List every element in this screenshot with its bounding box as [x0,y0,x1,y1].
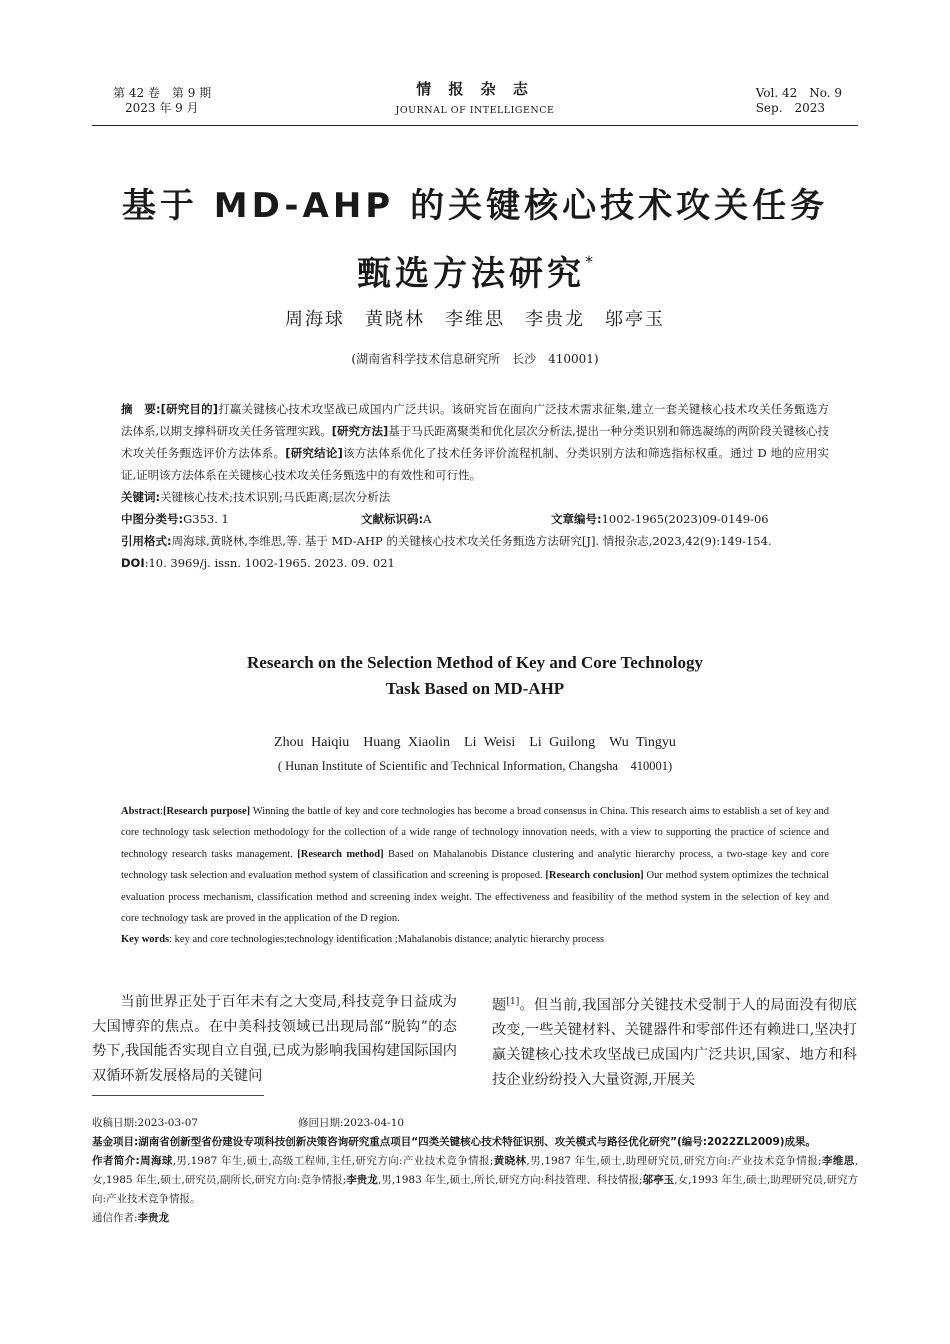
method-label-cn: [研究方法] [331,424,389,438]
conclusion-label-cn: [研究结论] [285,446,343,460]
doc-code-value: A [423,512,432,526]
bio-name: 李贵龙 [346,1174,378,1186]
corresponding-name: 李贵龙 [137,1212,170,1224]
volume-issue-en: Vol. 42 No. 9 [755,86,842,100]
method-text-cn: 基于马氏距离聚类和优化层次分析法,提出一种分类识别和筛选凝练的两阶段关键核心技术攻关任务甄选评价方法体系。 [121,424,830,460]
authors-en: Zhou Haiqiu Huang Xiaolin Li Weisi Li Guilong Wu Tingyu [274,735,676,750]
bio-name: 李维思 [821,1155,855,1167]
fund-note [92,1133,858,1152]
conclusion-text-cn: 该方法体系优化了技术任务评价流程机制、分类识别方法和筛选指标权重。通过 D 地的应用实证,证明该方法体系在关键核心技术攻关任务甄选中的有效性和可行性。 [121,446,829,482]
corresponding-label: 通信作者: [92,1212,138,1224]
header-divider [92,125,858,126]
affiliation-cn: (湖南省科学技术信息研究所 长沙 410001) [351,352,599,366]
keywords-en [121,929,829,950]
fund-label: 基金项目: [92,1136,139,1148]
bio-text: ,男,1983 年生,硕士,所长,研究方向:科技管理、科技情报; [377,1174,643,1186]
bio-text: ,男,1987 年生,硕士,助理研究员,研究方向:产业技术竞争情报; [526,1155,822,1167]
volume-issue-cn: 第 42 卷 第 9 期 [113,86,212,100]
clc-label: 中图分类号: [121,512,184,526]
article-number-label: 文章编号: [551,512,602,526]
revised-date: 修回日期:2023-04-10 [298,1117,405,1129]
paper-title-en [60,650,890,702]
bio-name: 黄晓林 [493,1155,527,1167]
body-right-lead: 题 [492,997,507,1014]
citation-label: 引用格式: [121,534,172,548]
title-en-line2: Task Based on MD-AHP [385,679,565,698]
abstract-cn-block [121,398,829,574]
clc-value: G353. 1 [183,512,229,526]
issue-info-en [756,86,842,116]
keywords-en-label: Key words [121,934,170,946]
date-cn: 2023 年 9 月 [125,101,199,115]
keywords-en-text: : key and core technologies;technology identification ;Mahalanobis distance; analytic hierarchy process [169,934,605,946]
authors-cn: 周海球 黄晓林 李维思 李贵龙 邬亭玉 [285,309,665,330]
corresponding-author [92,1209,858,1228]
purpose-text-en: Winning the battle of key and core technologies has become a broad consensus in China. This research aims to establish a set of key and core technology task selection methodology for the collection of a wide range of technology innovation needs, with a view to supporting the practice of science and technology research tasks management. [121,806,829,860]
citation-text: 周海球,黄晓林,李维思,等. 基于 MD-AHP 的关键核心技术攻关任务甄选方法研究[J]. 情报杂志,2023,42(9):149-154. [171,534,772,548]
title-footnote-mark: * [585,252,593,271]
purpose-label-en: [Research purpose] [163,806,251,817]
body-right-text: 。但当前,我国部分关键技术受制于人的局面没有彻底改变,一些关键材料、关键器件和零部件还有赖进口,坚决打赢关键核心技术攻坚战已成国内广泛共识,国家、地方和科技企业纷纷投入大量资源,开展关 [492,997,857,1088]
doi [121,552,829,574]
title-en-line1: Research on the Selection Method of Key and Core Technology [247,653,703,672]
abstract-cn [121,398,829,486]
title-cn-line2: 甄选方法研究 [357,254,585,294]
bio-text: ,女,1985 年生,硕士,研究员,副所长,研究方向:竞争情报; [92,1155,859,1186]
date-en: Sep. 2023 [755,101,826,115]
journal-name-cn: 情 报 杂 志 [416,80,534,98]
conclusion-text-en: Our method system optimizes the technical evaluation process mechanism, classification method and screening index weight. The effectiveness and feasibility of the method system in the selection of key and core technology task are proved in the application of the D region. [121,870,829,925]
keywords-cn-label: 关键词: [121,490,161,504]
bio-text: ,女,1993 年生,硕士,助理研究员,研究方向:产业技术竞争情报。 [92,1174,859,1205]
article-number-value: 1002-1965(2023)09-0149-06 [601,512,769,526]
footnote-divider [92,1095,264,1096]
fund-text: 湖南省创新型省份建设专项科技创新决策咨询研究重点项目“四类关键核心技术特征识别、攻关模式与路径优化研究”(编号:2022ZL2009)成果。 [138,1136,817,1148]
abstract-en: Abstract:[Research purpose] Winning the battle of key and core technologies has become a broad consensus in China. This research aims to establish a set of key and core technology task selection methodology for the collection of a wide range of technology innovation needs, with a view to supporting the practice of science and technology research tasks management. [Research method] Based on Mahalanobis Distance clustering and analytic hierarchy process, a two-stage key and core technology task selection and evaluation method system of classification and screening is proposed. [Research conclusion] Our method system optimizes the technical evaluation process mechanism, classification method and screening index weight. The effectiveness and feasibility of the method system in the selection of key and core technology task are proved in the application of the D region. [121,806,829,925]
keywords-cn-text: 关键核心技术;技术识别;马氏距离;层次分析法 [160,490,391,504]
body-text-left-column: 当前世界正处于百年未有之大变局,科技竞争日益成为大国博弈的焦点。在中美科技领域已出现局部“脱钩”的态势下,我国能否实现自立自强,已成为影响我国构建国际国内双循环新发展格局的关键问 [92,994,457,1084]
paper-title-cn [60,178,890,302]
affiliation-en: ( Hunan Institute of Scientific and Technical Information, Changsha 410001) [277,759,673,773]
conclusion-label-en: [Research conclusion] [545,870,644,882]
abstract-en-label: Abstract [121,806,161,817]
title-cn-line1: 基于 MD-AHP 的关键核心技术攻关任务 [121,186,829,226]
dates-row [92,1114,858,1133]
doi-label: DOI [121,556,145,570]
doi-link[interactable]: :10. 3969/j. issn. 1002-1965. 2023. 09. 021 [144,556,395,570]
reference-1[interactable]: [1] [506,997,520,1007]
footnotes [92,1114,858,1228]
method-text-en: Based on Mahalanobis Distance clustering and analytic hierarchy process, a two-stage key and core technology task selection and evaluation method system of classification and screening is proposed. [121,848,829,882]
body-text-right-column [492,990,857,1092]
citation [121,530,829,552]
keywords-cn [121,486,829,508]
abstract-cn-label: 摘 要: [121,402,161,416]
abstract-en-block [121,801,829,951]
classification-row [121,508,829,530]
received-date: 收稿日期:2023-03-07 [92,1117,199,1129]
author-bios [92,1152,858,1209]
bio-text: ,男,1987 年生,硕士,高级工程师,主任,研究方向:产业技术竞争情报; [172,1155,494,1167]
bio-name: 邬亭玉 [642,1174,675,1186]
method-label-en: [Research method] [297,848,384,860]
bio-label: 作者简介: [92,1155,140,1167]
purpose-label-cn: [研究目的] [160,402,219,416]
journal-name-en: JOURNAL OF INTELLIGENCE [395,105,555,116]
doc-code-label: 文献标识码: [361,512,424,526]
bio-name: 周海球 [139,1155,173,1167]
purpose-text-cn: 打赢关键核心技术攻坚战已成国内广泛共识。该研究旨在面向广泛技术需求征集,建立一套关键核心技术攻关任务甄选方法体系,以期支撑科研攻关任务管理实践。 [121,402,829,438]
